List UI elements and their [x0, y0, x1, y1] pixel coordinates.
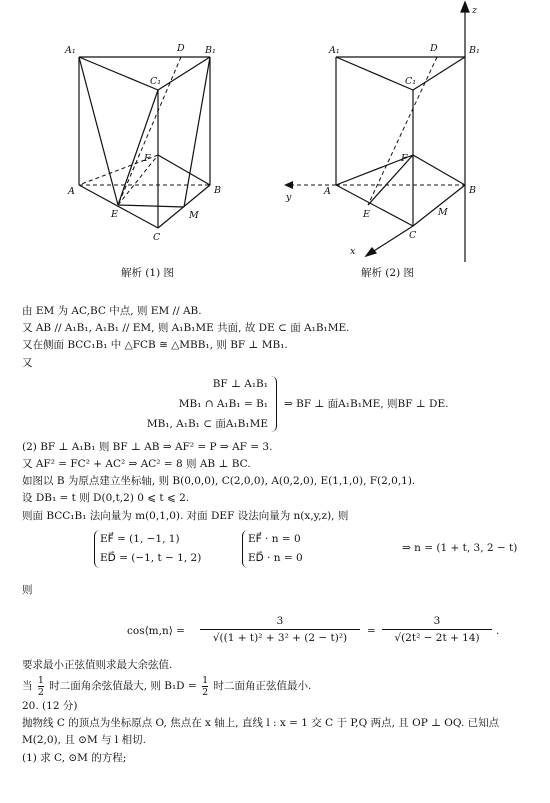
text-line: 要求最小正弦值则求最大余弦值. [22, 658, 173, 671]
cos-fraction-2 [382, 613, 492, 646]
label-C1: C₁ [150, 76, 162, 87]
label-B: B [469, 185, 476, 196]
prism-diagram-1 [55, 0, 240, 270]
cos-lhs: cos⟨m,n⟩ = [127, 624, 185, 637]
text-line: 如图以 B 为原点建立坐标轴, 则 B(0,0,0), C(2,0,0), A(0,2,0), E(1,1,0), F(2,0,1). [22, 475, 416, 488]
fraction-denominator: √((1 + t)² + 3² + (2 − t)²) [212, 631, 348, 644]
text-line: 则 [22, 583, 33, 596]
label-A: A [68, 186, 75, 197]
period: . [496, 624, 500, 637]
vector-eq: ED⃗ · n = 0 [248, 551, 303, 564]
figure-1 [55, 0, 240, 285]
fraction-numerator: 3 [382, 613, 492, 630]
figure-2-caption: 解析 (2) 图 [360, 267, 415, 279]
label-B1: B₁ [205, 45, 216, 56]
label-M: M [189, 210, 199, 221]
label-A1: A₁ [65, 45, 76, 56]
system-row: MB₁, A₁B₁ ⊂ 面A₁B₁ME [146, 417, 268, 430]
label-y: y [286, 192, 292, 203]
text-line: M(2,0), 且 ⊙M 与 l 相切. [22, 734, 146, 747]
vector-eq: EF⃗ · n = 0 [248, 532, 301, 545]
label-D: D [177, 43, 185, 54]
text-line: 又 [22, 356, 33, 369]
label-x: x [350, 246, 356, 257]
half-fraction [202, 675, 208, 698]
text-line: 抛物线 C 的顶点为坐标原点 O, 焦点在 x 轴上, 直线 l : x = 1 交 C 于 P,Q 两点, 且 OP ⊥ OQ. 已知点 [22, 717, 500, 730]
vector-result: ⇒ n = (1 + t, 3, 2 − t) [402, 541, 518, 554]
text-span: 当 [22, 680, 33, 693]
label-F: F [401, 153, 408, 164]
label-A1: A₁ [329, 45, 340, 56]
fraction-denominator: √(2t² − 2t + 14) [394, 631, 480, 644]
text-span: 时二面角正弦值最小. [213, 680, 312, 693]
label-F: F [144, 153, 151, 164]
label-C: C [153, 232, 161, 243]
label-M: M [438, 207, 448, 218]
text-line: 又在侧面 BCC₁B₁ 中 △FCB ≅ △MBB₁, 则 BF ⊥ MB₁. [22, 339, 288, 352]
prism-diagram-2 [280, 0, 495, 270]
figure-2 [280, 0, 495, 285]
figure-1-caption: 解析 (1) 图 [120, 267, 175, 279]
text-line: 又 AF² = FC² + AC² ⇒ AC² = 8 则 AB ⊥ BC. [22, 457, 251, 470]
system-row: BF ⊥ A₁B₁ [212, 377, 268, 390]
system-row: MB₁ ∩ A₁B₁ = B₁ [178, 397, 268, 410]
equals-sign: = [367, 624, 376, 637]
vector-eq: EF⃗ = (1, −1, 1) [100, 532, 180, 545]
fraction-denominator: 2 [37, 686, 44, 698]
label-B: B [214, 185, 221, 196]
text-line [22, 674, 542, 698]
label-B1: B₁ [469, 45, 480, 56]
fraction-denominator: 2 [202, 686, 209, 698]
vector-column-2 [242, 530, 303, 568]
implication-system [22, 374, 542, 436]
text-line: (1) 求 C, ⊙M 的方程; [22, 751, 127, 764]
text-line: 设 DB₁ = t 则 D(0,t,2) 0 ⩽ t ⩽ 2. [22, 492, 190, 505]
vector-column-1 [94, 530, 201, 568]
cosine-formula [22, 611, 542, 655]
label-C1: C₁ [405, 76, 417, 87]
text-line: 由 EM 为 AC,BC 中点, 则 EM // AB. [22, 305, 202, 317]
fraction-numerator: 1 [37, 674, 44, 686]
label-D: D [430, 43, 438, 54]
fraction-numerator: 3 [200, 613, 360, 630]
solution-text [22, 303, 542, 767]
label-E: E [111, 209, 118, 220]
text-span: 时二面角余弦值最大, 则 B₁D = [49, 680, 197, 693]
cos-fraction-1 [200, 613, 360, 646]
vector-system [22, 530, 542, 576]
label-E: E [363, 209, 370, 220]
right-brace [270, 376, 277, 432]
text-line: 20. (12 分) [22, 700, 78, 713]
fraction-numerator: 1 [202, 674, 209, 686]
text-line: 又 AB // A₁B₁, A₁B₁ // EM, 则 A₁B₁ME 共面, 故 DE ⊂ 面 A₁B₁ME. [22, 322, 350, 335]
vector-eq: ED⃗ = (−1, t − 1, 2) [100, 551, 202, 564]
label-z: z [472, 5, 478, 16]
system-result: ⇒ BF ⊥ 面A₁B₁ME, 则BF ⊥ DE. [284, 397, 449, 410]
label-A: A [324, 186, 331, 197]
text-line: (2) BF ⊥ A₁B₁ 则 BF ⊥ AB ⇒ AF² = P ⇒ AF = 3. [22, 440, 273, 453]
half-fraction [38, 675, 44, 698]
label-C: C [409, 230, 417, 241]
text-line: 则面 BCC₁B₁ 法向量为 m(0,1,0). 对面 DEF 设法向量为 n(x,y,z), 则 [22, 509, 349, 522]
